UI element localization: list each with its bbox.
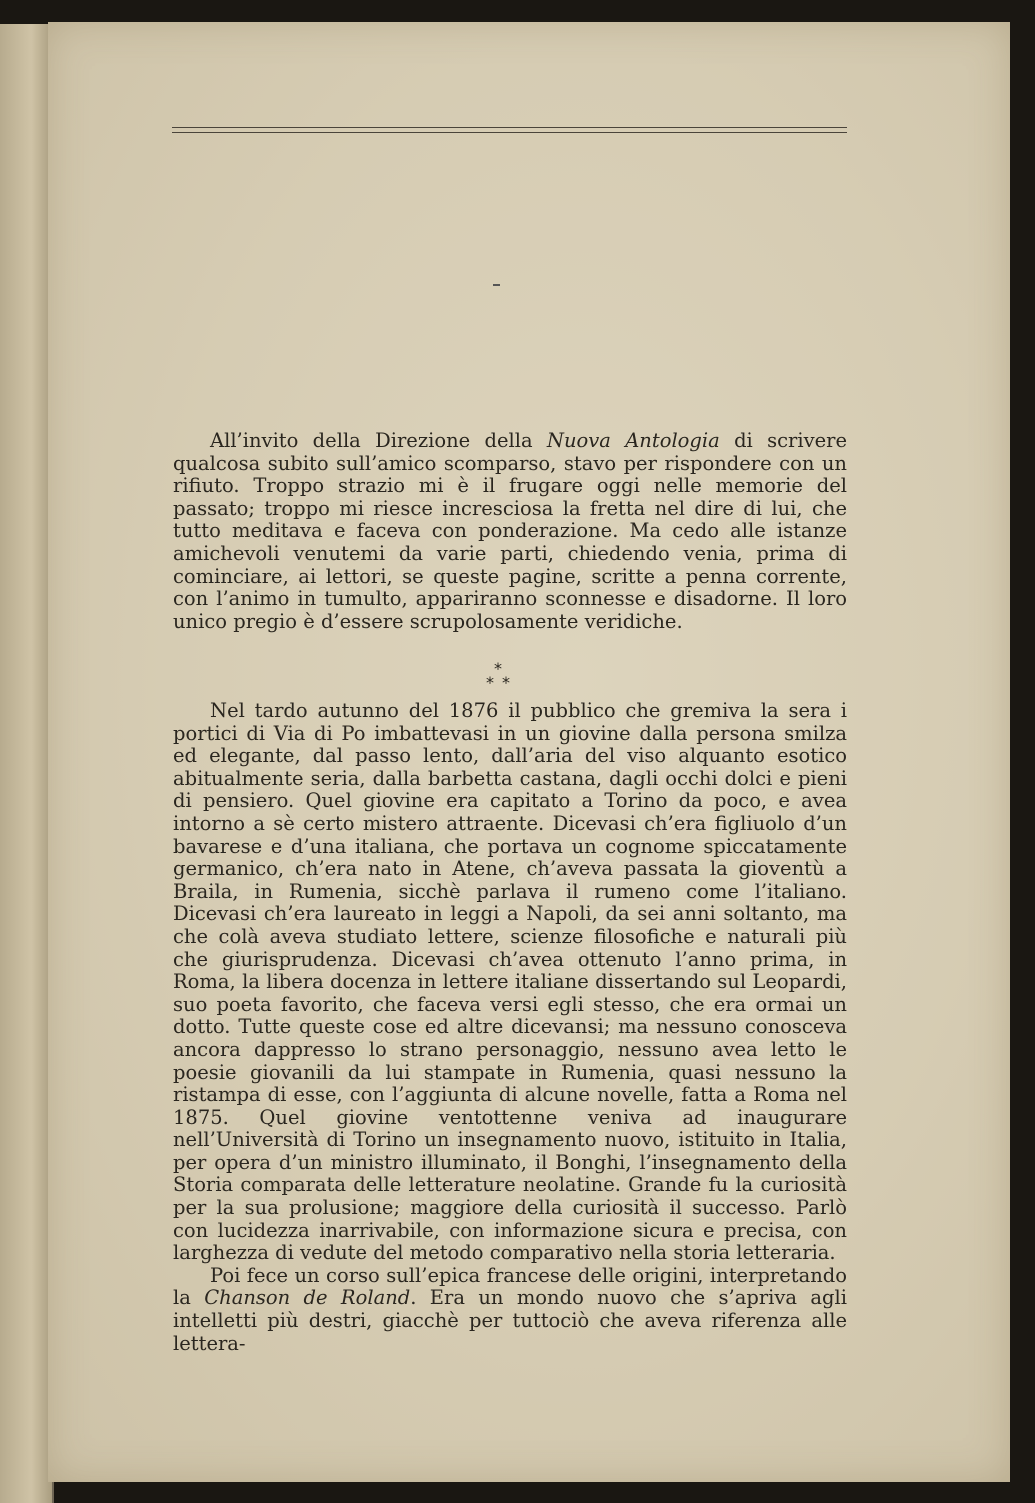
paragraph-course <box>173 1265 847 1355</box>
paragraph-intro <box>173 430 847 633</box>
asterism-separator <box>473 659 523 702</box>
paragraph-intro-rest: di scrivere qualcosa subito sull’amico scomparso, stavo per rispondere con un rifiuto. Troppo strazio mi è il frugare oggi nelle memorie del passato; troppo mi riesce incresciosa la fretta nel dire di lui, che tutto meditava e faceva con ponderazione. Ma cedo alle istanze amichevoli venutemi da varie parti, chiedendo venia, prima di cominciare, ai lettori, se queste pagine, scritte a penna corrente, con l’animo in tumulto, appariranno sconnesse e disadorne. Il loro unico pregio è d’essere scrupolosamente veridiche. <box>173 429 847 633</box>
header-rule-top <box>172 127 847 128</box>
paragraph-biography: Nel tardo autunno del 1876 il pubblico che gremiva la sera i portici di Via di Po imbattevasi in un giovine dalla persona smilza ed elegante, dal passo lento, dall’aria del viso alquanto esotico abitualmente seria, dalla barbetta castana, dagli occhi dolci e pieni di pensiero. Quel giovine era capitato a Torino da poco, e avea intorno a sè certo mistero attraente. Dicevasi ch’era figliuolo d’un bavarese e d’una italiana, che portava un cognome spiccatamente germanico, ch’era nato in Atene, ch’aveva passata la gioventù a Braila, in Rumenia, sicchè parlava il rumeno come l’italiano. Dicevasi ch’era laureato in leggi a Napoli, da sei anni soltanto, ma che colà aveva studiato lettere, scienze filosofiche e naturali più che giurisprudenza. Dicevasi ch’avea ottenuto l’anno prima, in Roma, la libera docenza in lettere italiane dissertando sul Leopardi, suo poeta favorito, che faceva versi egli stesso, che era ormai un dotto. Tutte queste cose ed altre dicevansi; ma nessuno conosceva ancora dappresso lo strano personaggio, nessuno avea letto le poesie giovanili da lui stampate in Rumenia, quasi nessuno la ristampa di esse, con l’aggiunta di alcune novelle, fatta a Roma nel 1875. Quel giovine ventottenne veniva ad inaugurare nell’Università di Torino un insegnamento nuovo, istituito in Italia, per opera d’un ministro illuminato, il Bonghi, l’insegnamento della Storia comparata delle letterature neolatine. Grande fu la curiosità per la sua prolusione; maggiore della curiosità il successo. Parlò con lucidezza inarrivabile, con informazione sicura e precisa, con larghezza di vedute del metodo comparativo nella storia letteraria. <box>173 699 847 1265</box>
paragraph-course-rest: . Era un mondo nuovo che s’apriva agli intelletti più destri, giacchè per tuttociò che aveva riferenza alle lettera- <box>173 1286 847 1355</box>
book-page <box>48 22 1010 1482</box>
chanson-title-italic: Chanson de Roland <box>204 1286 411 1310</box>
paragraph-intro-start: All’invito della Direzione della <box>210 429 547 452</box>
main-text-block <box>173 700 847 1355</box>
asterism-top: * <box>494 659 502 678</box>
previous-page-edge <box>0 24 54 1503</box>
paragraph-course-start: Poi fece un corso sull’epica francese delle origini, interpretando la <box>173 1263 847 1310</box>
stray-mark <box>493 284 500 286</box>
opening-text-block <box>173 430 847 633</box>
asterism-bottom: ** <box>486 673 518 692</box>
journal-title-italic: Nuova Antologia <box>546 429 720 452</box>
header-rule-bottom <box>172 132 847 133</box>
